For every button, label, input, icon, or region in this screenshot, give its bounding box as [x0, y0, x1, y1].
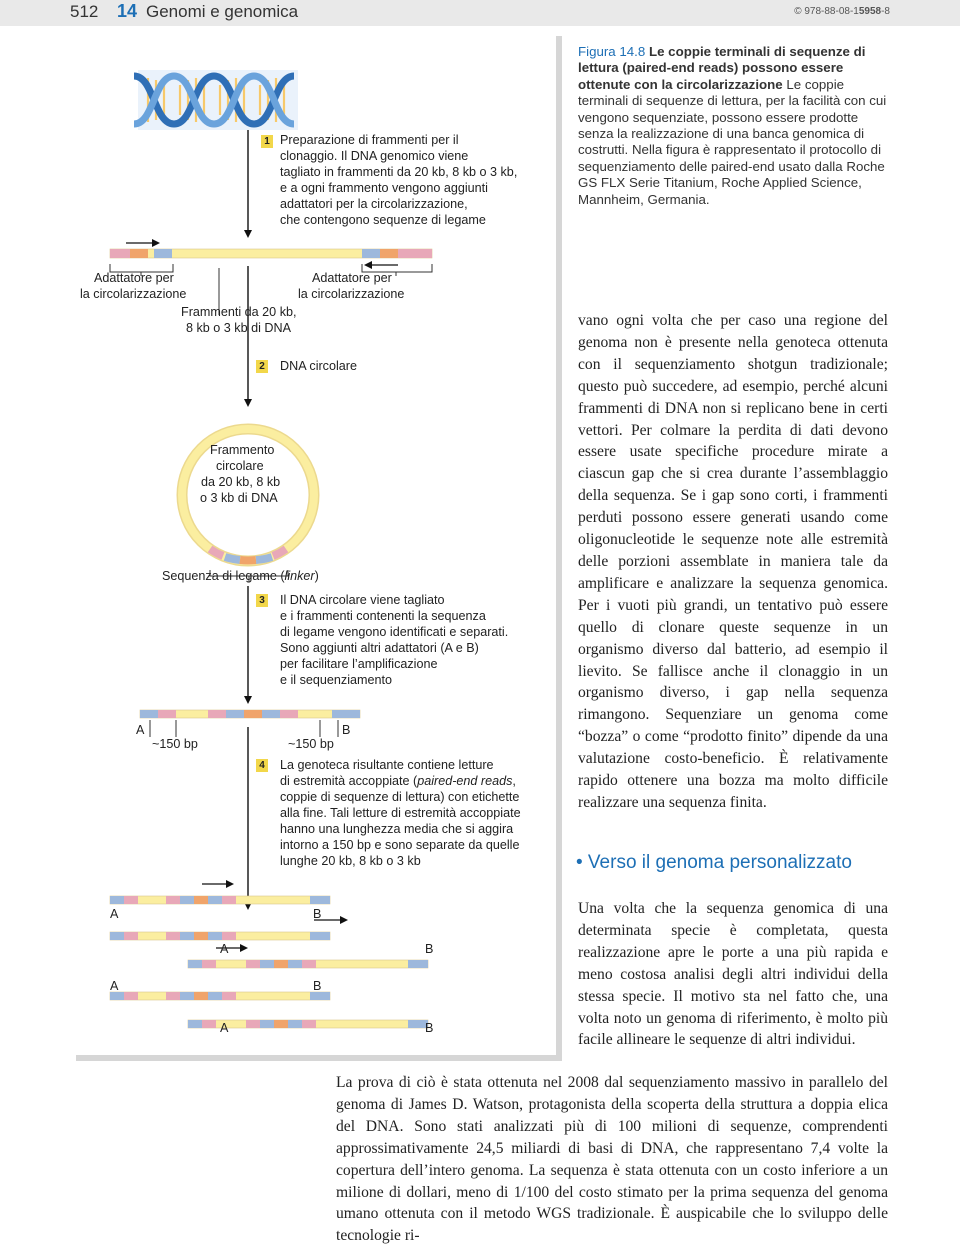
row2-a-label: A — [220, 942, 229, 956]
caption-label: Figura 14.8 — [578, 44, 646, 59]
dna-helix-icon — [134, 70, 298, 130]
step-4-line-6: intorno a 150 bp e sono separate da quelle — [280, 838, 520, 852]
bp-right-label: ~150 bp — [288, 737, 334, 751]
step-3-line-3: di legame vengono identificati e separati. — [280, 625, 509, 639]
row2-b-label: B — [425, 942, 434, 956]
caption-bold: Le coppie terminali di sequenze di lettura (paired-end reads) possono essere ottenute con la circolarizzazione — [578, 44, 866, 92]
chapter-number: 14 — [117, 1, 138, 21]
dna-fragment-top — [110, 243, 432, 265]
row3-a-label: A — [110, 979, 119, 993]
step-1-line-1: Preparazione di frammenti per il — [280, 133, 459, 147]
body-paragraph-3: La prova di ciò è stata ottenuta nel 2008 dal sequenziamento massivo in parallelo del genoma di James D. Watson, protagonista della scoperta della struttura a doppia elica del DNA. Sono stati analizzati più di 100 milioni di sequenze, comprendenti approssimativamente 24,5 miliardi di basi di DNA, che rappresentano 7,4 volte la copertura dell’intero genoma. La sequenza è stata ottenuta con un costo inferiore a un milione di dollari, meno di 1/100 del costo stimato per la prima sequenza del genoma umano ottenuta con il metodo WGS tradizionale. È auspicabile che lo sviluppo delle tecnologie ri- — [336, 1074, 888, 1245]
step-3-line-5: per facilitare l’amplificazione — [280, 657, 438, 671]
step-1-line-6: che contengono sequenze di legame — [280, 213, 486, 227]
circle-label-1: Frammento — [210, 443, 275, 457]
library-row-2 — [110, 920, 346, 940]
bp-left-label: ~150 bp — [152, 737, 198, 751]
step-1-line-4: e a ogni frammento vengono aggiunti — [280, 181, 488, 195]
adapter-right-label-2: la circolarizzazione — [298, 287, 405, 301]
step-4-line-5: hanno una lunghezza media che si aggira — [280, 822, 514, 836]
adapter-b-label: B — [342, 723, 351, 737]
step-4-badge: 4 — [256, 759, 268, 772]
step-1-badge: 1 — [261, 135, 273, 148]
circle-label-3: da 20 kb, 8 kb — [201, 475, 281, 489]
row1-b-label: B — [313, 907, 322, 921]
dna-fragment-ab — [140, 710, 360, 718]
step-1-line-2: clonaggio. Il DNA genomico viene — [280, 149, 469, 163]
isbn: © 978-88-08-15958-8 — [794, 6, 890, 17]
linker-label: Sequenza di legame (linker) — [162, 569, 319, 583]
row1-a-label: A — [110, 907, 119, 921]
fragments-label-1: Frammenti da 20 kb, — [181, 305, 297, 319]
step-3-line-4: Sono aggiunti altri adattatori (A e B) — [280, 641, 479, 655]
caption-text: Le coppie terminali di sequenze di lettura, per la facilità con cui vengono sequenziate, possono essere prodotte senza la realizzazione di una banca genomica di costrutti. Nella figura è rappresentato il protocollo di sequenziamento delle paired-end usato dalla Roche GS FLX Serie Titanium, Roche Applied Science, Mannheim, Germania. — [578, 76, 887, 207]
step-4-line-2: di estremità accoppiate (paired-end reads, — [280, 774, 516, 788]
step-2-badge: 2 — [256, 360, 268, 373]
step-4-line-1: La genoteca risultante contiene letture — [280, 758, 494, 772]
page-number: 512 — [70, 2, 99, 21]
row4-b-label: B — [425, 1021, 434, 1035]
step-3-line-6: e il sequenziamento — [280, 673, 393, 687]
adapter-left-label-2: la circolarizzazione — [80, 287, 187, 301]
chapter-title: Genomi e genomica — [146, 2, 299, 21]
step-4-line-7: lunghe 20 kb, 8 kb o 3 kb — [280, 854, 421, 868]
step-3-line-2: e i frammenti contenenti la sequenza — [280, 609, 486, 623]
figure-caption — [578, 44, 894, 208]
library-row-1 — [110, 884, 330, 904]
body-paragraph-2: Una volta che la sequenza genomica di una determinata specie è completata, questa realizzazione apre le porte a una più rapida e meno costosa analisi degli altri individui della stessa specie. Il motivo sta nel fatto che, una volta noto un genoma di riferimento, è molto più facile allineare le sequenze di altri individui. — [578, 900, 888, 1049]
step-4-line-3: coppie di sequenze di lettura) con etichette — [280, 790, 520, 804]
fragments-label-2: 8 kb o 3 kb di DNA — [186, 321, 291, 335]
step-3-badge: 3 — [256, 594, 268, 607]
section-title: • Verso il genoma personalizzato — [576, 852, 852, 873]
adapter-left-label-1: Adattatore per — [94, 271, 174, 285]
body-paragraph-1: vano ogni volta che per caso una regione del genoma non è presente nella genoteca ottenuta con il sequenziamento shotgun tradizionale; questo può succedere, ad esempio, perché alcuni frammenti di DNA non si replicano bene in certi vettori. Per colmare la perdita di dati devono essere usate specifiche procedure mirate a ciascun gap che si crea durante l’assemblaggio della sequenza. Se i gap sono corti, i frammenti perduti possono essere generati usando come oligonucleotide le sequenze note alle estremità delle porzioni assemblate in maniera tale da amplificare e analizzare la sequenza genomica. Per i vuoti più grandi, un tentativo può essere quello di clonare queste sequenze in un organismo diverso dal batterio, ad esempio il lievito. Se fallisce anche il clonaggio in un organismo diverso, i gap nella sequenza rimangono. Sequenziare un genoma come “bozza” o come “prodotto finito” dipende da una valutazione costo-beneficio. È relativamente rapido ottenere una bozza ma molto difficile realizzare una sequenza finita. — [578, 312, 888, 811]
adapter-a-label: A — [136, 723, 145, 737]
step-3-line-1: Il DNA circolare viene tagliato — [280, 593, 445, 607]
row3-b-label: B — [313, 979, 322, 993]
adapter-right-label-1: Adattatore per — [312, 271, 392, 285]
step-1-line-3: tagliato in frammenti da 20 kb, 8 kb o 3 kb, — [280, 165, 518, 179]
figure-panel — [70, 30, 556, 1055]
step-1-line-5: adattatori per la circolarizzazione, — [280, 197, 468, 211]
circle-label-2: circolare — [216, 459, 264, 473]
row4-a-label: A — [220, 1021, 229, 1035]
library-row-4 — [110, 992, 330, 1000]
step-4-line-4: alla fine. Tali letture di estremità accoppiate — [280, 806, 521, 820]
circle-label-4: o 3 kb di DNA — [200, 491, 278, 505]
step-2-label: DNA circolare — [280, 359, 357, 373]
